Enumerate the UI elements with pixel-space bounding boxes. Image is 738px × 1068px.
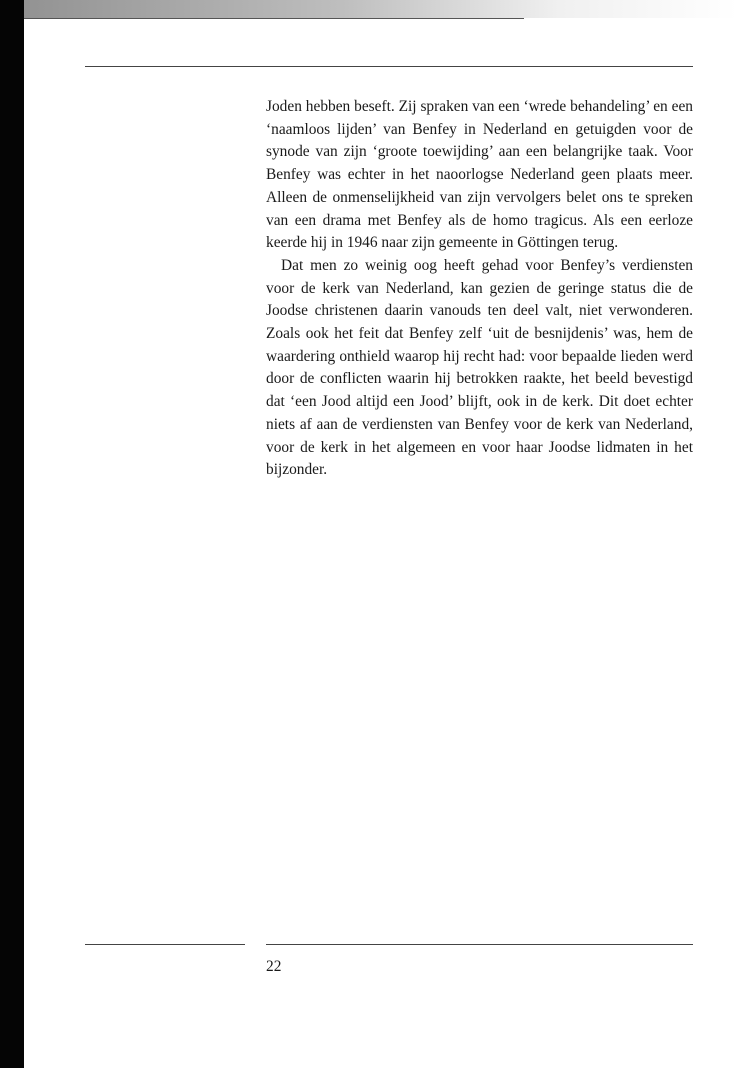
header-rule [85, 66, 693, 67]
scan-line [24, 18, 524, 19]
page-number: 22 [266, 958, 282, 975]
paragraph: Joden hebben beseft. Zij spraken van een ‘wrede behandeling’ en een ‘naamloos lijden’ van Benfey in Nederland en getuigden voor de synode van zijn ‘groote toewijding’ aan een belangrijke taak. Voor Benfey was echter in het naoorlogse Nederland geen plaats meer. Alleen de onmenselijkheid van zijn vervolgers belet ons te spreken van een drama met Benfey als de homo tragicus. Als een eerloze keerde hij in 1946 naar zijn gemeente in Göttingen terug. [266, 98, 693, 252]
footer-rule-right [266, 944, 693, 945]
scan-shadow [24, 0, 738, 18]
body-text [266, 96, 693, 482]
scan-edge [0, 0, 24, 1068]
paragraph: Dat men zo weinig oog heeft gehad voor Benfey’s verdiensten voor de kerk van Nederland, kan gezien de geringe status die de Joodse christenen daarin vanouds ten deel valt, niet verwonderen. Zoals ook het feit dat Benfey zelf ‘uit de besnijdenis’ was, hem de waardering onthield waarop hij recht had: voor bepaalde lieden werd door de conflicten waarin hij betrokken raakte, het beeld bevestigd dat ‘een Jood altijd een Jood’ blijft, ook in de kerk. Dit doet echter niets af aan de verdiensten van Benfey voor de kerk van Nederland, voor de kerk in het algemeen en voor haar Joodse lidmaten in het bijzonder. [266, 256, 693, 479]
footer-rule-left [85, 944, 245, 945]
